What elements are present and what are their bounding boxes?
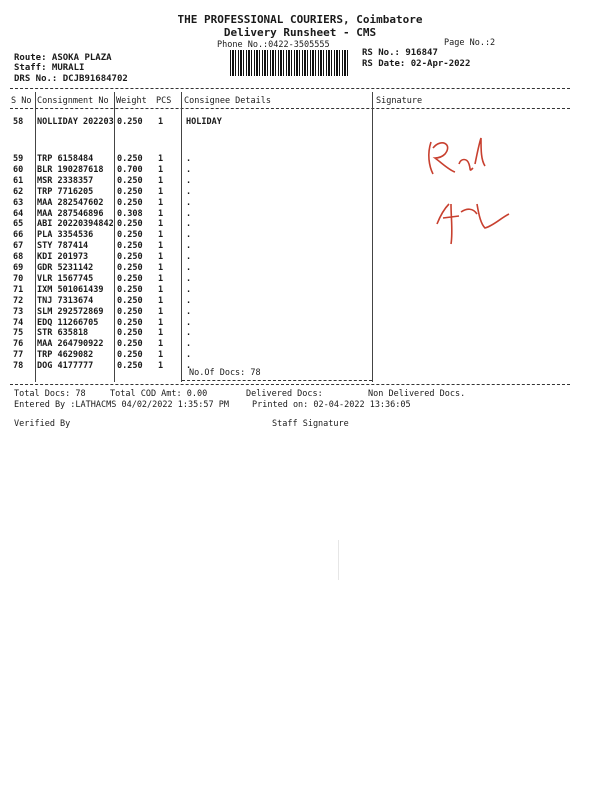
row-consignment: EDQ 11266705 bbox=[37, 317, 99, 328]
row-weight: 0.250 bbox=[117, 328, 143, 339]
row-consignee: . bbox=[186, 219, 192, 230]
row-consignee: HOLIDAY bbox=[186, 117, 222, 127]
row-sno: 70 bbox=[13, 273, 24, 284]
row-weight: 0.250 bbox=[117, 219, 143, 230]
row-sno: 64 bbox=[13, 208, 24, 219]
total-docs: Total Docs: 78 bbox=[14, 389, 86, 399]
row-consignment: IXM 501061439 bbox=[37, 284, 104, 295]
row-consignment: GDR 5231142 bbox=[37, 263, 94, 273]
row-consignee: . bbox=[186, 252, 192, 263]
row-sno: 78 bbox=[13, 361, 24, 372]
row-sno: 77 bbox=[13, 350, 24, 361]
row-consignment: MAA 287546896 bbox=[37, 208, 104, 219]
row-consignee: . bbox=[186, 154, 192, 164]
non-delivered-docs: Non Delivered Docs. bbox=[368, 389, 466, 399]
row-weight: 0.250 bbox=[117, 306, 143, 317]
total-cod-amount: Total COD Amt: 0.00 bbox=[110, 389, 208, 399]
row-consignment: DOG 4177777 bbox=[37, 361, 94, 372]
column-header-consignee: Consignee Details bbox=[184, 96, 271, 106]
row-pcs: 1 bbox=[158, 361, 164, 372]
table-row bbox=[0, 328, 600, 339]
table-row bbox=[0, 263, 600, 274]
column-header-consignment: Consignment No bbox=[37, 96, 109, 106]
row-consignee: . bbox=[186, 164, 192, 175]
divider bbox=[10, 88, 570, 89]
row-consignee: . bbox=[186, 186, 192, 197]
row-weight: 0.250 bbox=[117, 361, 143, 372]
row-consignment: MAA 264790922 bbox=[37, 339, 104, 350]
row-pcs: 1 bbox=[158, 350, 164, 361]
row-pcs: 1 bbox=[158, 284, 164, 295]
divider bbox=[10, 384, 570, 385]
row-sno: 68 bbox=[13, 252, 24, 263]
row-pcs: 1 bbox=[158, 197, 164, 208]
row-consignee: . bbox=[186, 197, 192, 208]
row-sno: 60 bbox=[13, 164, 24, 175]
row-consignment: TNJ 7313674 bbox=[37, 295, 94, 306]
row-weight: 0.250 bbox=[117, 154, 143, 164]
row-sno: 67 bbox=[13, 241, 24, 252]
row-sno: 71 bbox=[13, 284, 24, 295]
delivered-docs: Delivered Docs: bbox=[246, 389, 323, 399]
row-weight: 0.250 bbox=[117, 263, 143, 273]
table-row bbox=[0, 285, 600, 296]
table-row bbox=[0, 274, 600, 285]
row-sno: 76 bbox=[13, 339, 24, 350]
row-pcs: 1 bbox=[158, 263, 164, 273]
phone-number: Phone No.:0422-3505555 bbox=[217, 40, 330, 50]
row-weight: 0.250 bbox=[117, 295, 143, 306]
row-pcs: 1 bbox=[158, 252, 164, 263]
row-consignment: TRP 6158484 bbox=[37, 154, 94, 164]
row-consignee: . bbox=[186, 175, 192, 186]
verified-by: Verified By bbox=[14, 419, 71, 429]
row-consignment: BLR 190287618 bbox=[37, 164, 104, 175]
row-pcs: 1 bbox=[158, 154, 164, 164]
row-pcs: 1 bbox=[158, 175, 164, 186]
column-header-pcs: PCS bbox=[156, 96, 172, 106]
row-weight: 0.250 bbox=[117, 284, 143, 295]
row-weight: 0.308 bbox=[117, 208, 143, 219]
row-weight: 0.250 bbox=[117, 317, 143, 328]
divider bbox=[182, 380, 372, 381]
company-name: THE PROFESSIONAL COURIERS, Coimbatore bbox=[177, 13, 423, 26]
no-of-docs: No.Of Docs: 78 bbox=[189, 368, 261, 378]
row-pcs: 1 bbox=[158, 317, 164, 328]
row-consignment: PLA 3354536 bbox=[37, 230, 94, 241]
table-row bbox=[0, 361, 600, 372]
row-consignment: VLR 1567745 bbox=[37, 273, 94, 284]
row-weight: 0.250 bbox=[117, 117, 143, 127]
row-pcs: 1 bbox=[158, 230, 164, 241]
row-weight: 0.250 bbox=[117, 197, 143, 208]
table-row bbox=[0, 318, 600, 329]
row-weight: 0.250 bbox=[117, 186, 143, 197]
row-weight: 0.250 bbox=[117, 339, 143, 350]
row-consignment: STY 787414 bbox=[37, 241, 89, 252]
column-header-weight: Weight bbox=[116, 96, 147, 106]
drs-number: DRS No.: DCJB91684702 bbox=[14, 74, 128, 84]
row-consignee: . bbox=[186, 306, 192, 317]
row-consignee: . bbox=[186, 328, 192, 339]
row-consignment: MSR 2338357 bbox=[37, 175, 94, 186]
row-weight: 0.250 bbox=[117, 175, 143, 186]
printed-on: Printed on: 02-04-2022 13:36:05 bbox=[252, 400, 411, 410]
table-row bbox=[0, 307, 600, 318]
row-weight: 0.250 bbox=[117, 241, 143, 252]
row-consignment: TRP 4629082 bbox=[37, 350, 94, 361]
row-weight: 0.700 bbox=[117, 164, 143, 175]
row-sno: 74 bbox=[13, 317, 24, 328]
row-consignee: . bbox=[186, 284, 192, 295]
row-pcs: 1 bbox=[158, 306, 164, 317]
staff-signature: Staff Signature bbox=[272, 419, 349, 429]
row-consignee: . bbox=[186, 361, 192, 372]
row-weight: 0.250 bbox=[117, 273, 143, 284]
row-consignee: . bbox=[186, 273, 192, 284]
row-consignment: KDI 201973 bbox=[37, 252, 89, 263]
staff: Staff: MURALI bbox=[14, 63, 85, 73]
row-consignment: STR 635818 bbox=[37, 328, 89, 339]
rs-date: RS Date: 02-Apr-2022 bbox=[362, 59, 471, 69]
document-title: Delivery Runsheet - CMS bbox=[223, 26, 377, 39]
row-sno: 72 bbox=[13, 295, 24, 306]
row-sno: 65 bbox=[13, 219, 24, 230]
column-header-sno: S No bbox=[11, 96, 32, 106]
row-consignee: . bbox=[186, 317, 192, 328]
row-sno: 61 bbox=[13, 175, 24, 186]
row-consignment: MAA 282547602 bbox=[37, 197, 104, 208]
handwritten-signature bbox=[415, 108, 535, 258]
row-consignee: . bbox=[186, 230, 192, 241]
row-consignment: TRP 7716205 bbox=[37, 186, 94, 197]
row-consignee: . bbox=[186, 295, 192, 306]
row-pcs: 1 bbox=[158, 164, 164, 175]
entered-by: Entered By :LATHACMS 04/02/2022 1:35:57 PM bbox=[14, 400, 229, 410]
rs-number: RS No.: 916847 bbox=[362, 48, 438, 58]
row-consignee: . bbox=[186, 208, 192, 219]
barcode-icon bbox=[230, 50, 348, 76]
row-consignee: . bbox=[186, 339, 192, 350]
row-pcs: 1 bbox=[158, 328, 164, 339]
row-sno: 58 bbox=[13, 117, 24, 127]
row-weight: 0.250 bbox=[117, 252, 143, 263]
row-consignee: . bbox=[186, 241, 192, 252]
row-consignee: . bbox=[186, 263, 192, 273]
row-pcs: 1 bbox=[158, 117, 164, 127]
page-number: Page No.:2 bbox=[444, 38, 496, 48]
row-consignment: SLM 292572869 bbox=[37, 306, 104, 317]
row-consignment: NOLLIDAY 202203 bbox=[37, 117, 114, 127]
row-pcs: 1 bbox=[158, 273, 164, 284]
row-pcs: 1 bbox=[158, 339, 164, 350]
row-sno: 66 bbox=[13, 230, 24, 241]
table-row bbox=[0, 339, 600, 350]
row-pcs: 1 bbox=[158, 186, 164, 197]
column-header-signature: Signature bbox=[376, 96, 423, 106]
scan-mark bbox=[338, 540, 339, 580]
row-sno: 62 bbox=[13, 186, 24, 197]
row-weight: 0.250 bbox=[117, 350, 143, 361]
row-sno: 69 bbox=[13, 263, 24, 273]
row-consignee: . bbox=[186, 350, 192, 361]
row-pcs: 1 bbox=[158, 295, 164, 306]
table-row bbox=[0, 350, 600, 361]
row-pcs: 1 bbox=[158, 219, 164, 230]
table-row bbox=[0, 296, 600, 307]
row-sno: 75 bbox=[13, 328, 24, 339]
row-sno: 59 bbox=[13, 154, 24, 164]
row-sno: 63 bbox=[13, 197, 24, 208]
row-weight: 0.250 bbox=[117, 230, 143, 241]
row-sno: 73 bbox=[13, 306, 24, 317]
row-pcs: 1 bbox=[158, 208, 164, 219]
route: Route: ASOKA PLAZA bbox=[14, 53, 112, 63]
row-pcs: 1 bbox=[158, 241, 164, 252]
row-consignment: ABI 20220394842 bbox=[37, 219, 114, 230]
